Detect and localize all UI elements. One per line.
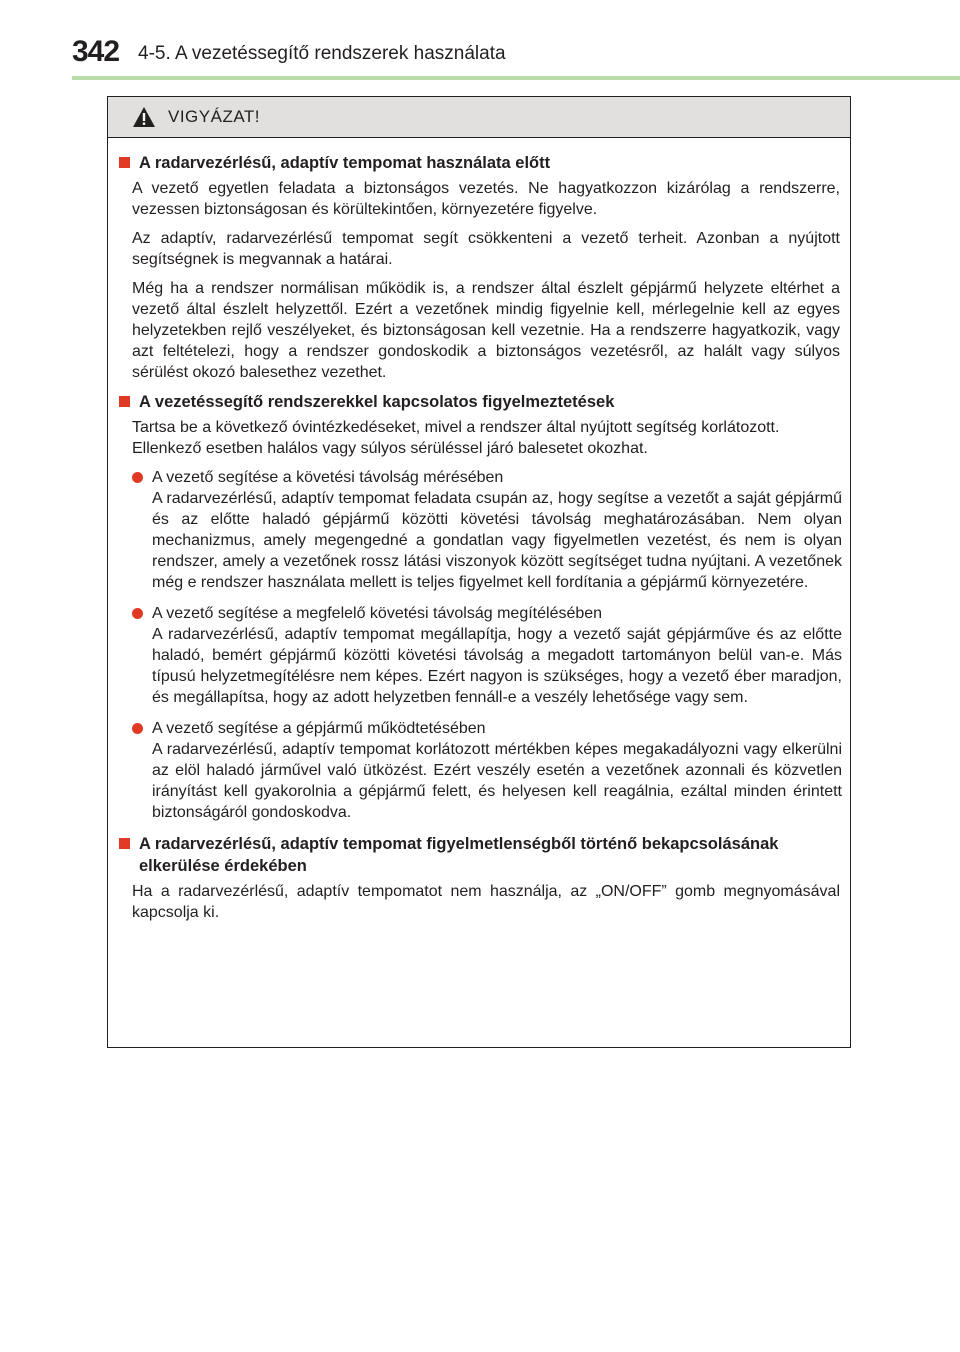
section-heading bbox=[113, 391, 850, 413]
header-divider bbox=[72, 76, 960, 80]
bullet-title: A vezető segítése a gépjármű működtetésében bbox=[152, 720, 486, 737]
section-heading-text: A vezetéssegítő rendszerekkel kapcsolatos figyelmeztetések bbox=[139, 393, 615, 411]
paragraph: Az adaptív, radarvezérlésű tempomat segít csökkenteni a vezető terheit. Azonban a nyújtott segítségnek is megvannak a határai. bbox=[132, 230, 840, 268]
paragraph: Még ha a rendszer normálisan működik is, a rendszer által észlelt gépjármű helyzete eltérhet a vezető által észlelt helyzettől. Ezért a vezetőnek mindig figyelnie kell, mérlegelnie kell az egyes helyzetekben rejlő veszélyeket, és biztonságosan kell vezetnie. Ha a rendszerre hagyatkozik, vagy azt feltételezi, hogy a rendszer gondoskodik a biztonságos vezetésről, az halált vagy súlyos sérülést okozó balesethez vezethet. bbox=[132, 280, 840, 381]
warning-box bbox=[107, 96, 851, 1048]
warning-triangle-icon bbox=[132, 106, 156, 128]
section-warnings bbox=[108, 391, 850, 823]
paragraph: Ellenkező esetben halálos vagy súlyos sérüléssel járó balesetet okozhat. bbox=[132, 440, 648, 457]
chapter-title: 4-5. A vezetéssegítő rendszerek használata bbox=[138, 43, 506, 64]
list-item bbox=[152, 467, 842, 593]
square-bullet-icon bbox=[119, 396, 130, 407]
square-bullet-icon bbox=[119, 157, 130, 168]
page-header bbox=[0, 0, 960, 82]
section-heading-text: A radarvezérlésű, adaptív tempomat használata előtt bbox=[139, 154, 551, 172]
bullet-text: A radarvezérlésű, adaptív tempomat megállapítja, hogy a vezető saját gépjárműve és az előtte haladó, bemért gépjármű közötti követési távolság a megadott tartományon belül van-e. Más típusú helyzetmegítélésre nem képes. Ezért nagyon is szükséges, hogy a vezető éber maradjon, és megállapítsa, hogy az adott helyzetben fennáll-e a veszély lehetősége vagy sem. bbox=[152, 626, 842, 706]
section-avoid-activation bbox=[108, 833, 850, 923]
round-bullet-icon bbox=[132, 723, 143, 734]
paragraph: Tartsa be a következő óvintézkedéseket, mivel a rendszer által nyújtott segítség korlátozott. bbox=[132, 419, 780, 436]
section-heading bbox=[113, 152, 850, 174]
warning-body bbox=[108, 138, 850, 923]
list-item bbox=[152, 603, 842, 708]
round-bullet-icon bbox=[132, 472, 143, 483]
warning-label: VIGYÁZAT! bbox=[168, 107, 261, 126]
paragraph: Ha a radarvezérlésű, adaptív tempomatot nem használja, az „ON/OFF” gomb megnyomásával kapcsolja ki. bbox=[132, 883, 840, 921]
bullet-text: A radarvezérlésű, adaptív tempomat korlátozott mértékben képes megakadályozni vagy elkerülni az elöl haladó járművel való ütközést. Ezért veszély esetén a vezetőnek azonnali és közvetlen irányítást kell gyakorolnia a gépjármű felett, és helyesen kell reagálnia, ezáltal minden érintett biztonságáról gondoskodva. bbox=[152, 741, 842, 821]
section-heading bbox=[113, 833, 850, 877]
round-bullet-icon bbox=[132, 608, 143, 619]
bullet-text: A radarvezérlésű, adaptív tempomat feladata csupán az, hogy segítse a vezetőt a saját gépjármű és az előtte haladó gépjármű közötti követési távolság meghatározásában. Nem olyan mechanizmus, amely megengedné a gondatlan vagy figyelmetlen vezetést, és nem is olyan rendszer, amely a vezetőnek rossz látási viszonyok között segítséget tudna nyújtani. A vezetőnek még e rendszer használata mellett is teljes figyelmet kell fordítania a gépjármű környezetére. bbox=[152, 490, 842, 591]
list-item bbox=[152, 718, 842, 823]
bullet-title: A vezető segítése a megfelelő követési távolság megítélésében bbox=[152, 605, 603, 622]
paragraph: A vezető egyetlen feladata a biztonságos vezetés. Ne hagyatkozzon kizárólag a rendszerre, vezessen biztonságosan és körültekintően, környezetére figyelve. bbox=[132, 180, 840, 218]
bullet-title: A vezető segítése a követési távolság mérésében bbox=[152, 469, 504, 486]
warning-header bbox=[108, 97, 850, 138]
square-bullet-icon bbox=[119, 838, 130, 849]
page-number: 342 bbox=[72, 35, 120, 68]
section-before-use bbox=[108, 152, 850, 383]
section-heading-text: A radarvezérlésű, adaptív tempomat figyelmetlenségből történő bekapcsolásának elkerülése érdekében bbox=[139, 835, 779, 875]
